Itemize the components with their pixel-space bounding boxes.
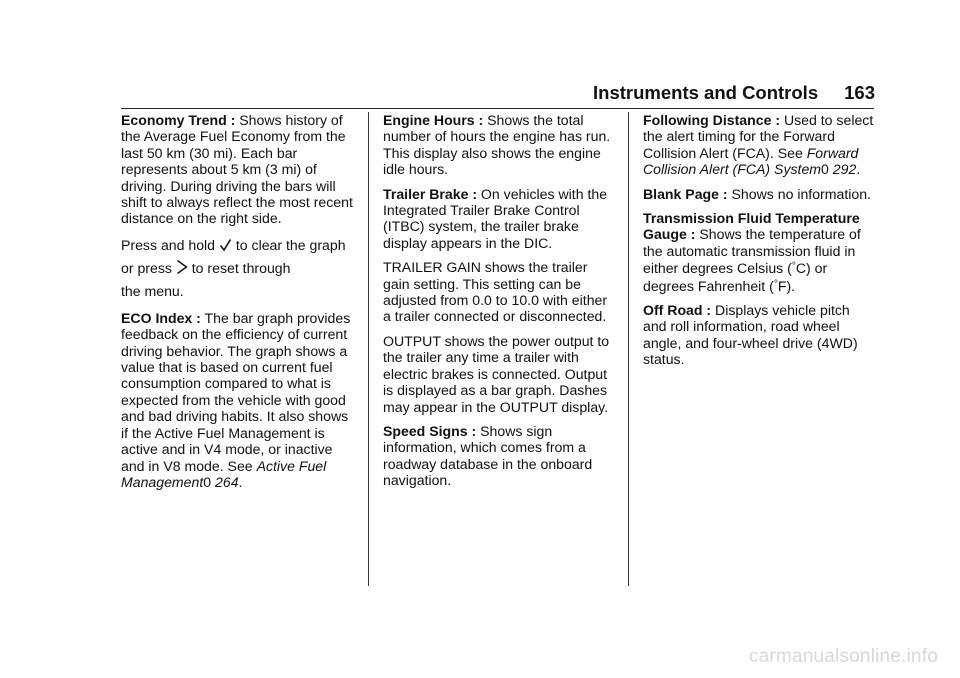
blank-page-paragraph [643, 186, 877, 202]
speed-signs-paragraph [383, 423, 617, 489]
page-number: 163 [844, 82, 875, 103]
blank-page-text: Shows no information. [727, 185, 871, 202]
engine-hours-text: Shows the total number of hours the engine has run. This display also shows the engine idle hours. [383, 112, 611, 178]
engine-hours-term: Engine Hours : [383, 112, 484, 128]
output-paragraph: OUTPUT shows the power output to the trailer any time a trailer with electric brakes is connected. Output is displayed as a bar graph. Dashes may appear in the OUTPUT display. [383, 332, 610, 415]
page-header [593, 82, 875, 104]
header-rule [121, 108, 874, 109]
following-distance-term: Following Distance : [643, 112, 781, 128]
active-fuel-management-xref[interactable]: Active Fuel Management [121, 457, 327, 490]
press-or-text: or press [121, 259, 176, 276]
page-ref-icon: 0 [821, 161, 829, 178]
eco-index-end: . [238, 473, 243, 490]
trailer-brake-text: On vehicles with the Integrated Trailer Brake Control (ITBC) system, the trailer brake display appears in the DIC. [383, 185, 608, 251]
following-distance-paragraph [643, 112, 877, 178]
off-road-term: Off Road : [643, 302, 712, 319]
blank-page-term: Blank Page : [643, 185, 728, 202]
following-distance-end: . [856, 161, 861, 178]
page-ref-icon: 0 [203, 473, 212, 490]
press-or-line [121, 258, 355, 281]
eco-index-term: ECO Index : [121, 309, 201, 326]
off-road-text: Displays vehicle pitch and roll information, road wheel angle, and four-wheel drive (4WD) status. [643, 302, 858, 368]
checkmark-icon [219, 237, 232, 258]
economy-trend-paragraph [121, 112, 355, 227]
press-hold-text: Press and hold [121, 236, 219, 253]
transmission-fluid-text-a: Shows the temperature of the automatic transmission fluid in either degrees Celsius ( [643, 226, 861, 277]
press-hold-line [121, 235, 355, 258]
degree-symbol: ° [773, 278, 778, 290]
transmission-fluid-text-c: F). [777, 277, 796, 294]
economy-trend-term: Economy Trend : [121, 112, 236, 128]
speed-signs-term: Speed Signs : [383, 422, 477, 439]
section-title: Instruments and Controls [593, 82, 819, 103]
transmission-fluid-paragraph [643, 210, 877, 294]
press-menu-text: the menu. [121, 282, 184, 299]
speed-signs-text: Shows sign information, which comes from a roadway database in the onboard navigation. [383, 422, 593, 489]
transmission-fluid-text-b: C) or degrees Fahrenheit ( [643, 260, 828, 294]
trailer-brake-term: Trailer Brake : [383, 185, 478, 202]
transmission-fluid-term: Transmission Fluid Temperature Gauge : [643, 210, 860, 243]
fca-system-xref[interactable]: Forward Collision Alert (FCA) System [643, 144, 859, 178]
eco-index-text: The bar graph provides feedback on the efficiency of current driving behavior. The graph shows a value that is based on current fuel consumption compared to what is expected from the vehicle with good and bad driving habits. It also shows if the Active Fuel Management is active and in V4 mode, or inactive and in V8 mode. See [121, 309, 351, 474]
column-divider-2 [628, 112, 629, 586]
off-road-paragraph [643, 302, 877, 368]
trailer-gain-paragraph: TRAILER GAIN shows the trailer gain setting. This setting can be adjusted from 0.0 to 10.0 with either a trailer connected or disconnected. [383, 259, 608, 325]
column-divider-1 [368, 112, 369, 586]
degree-symbol: ° [791, 261, 796, 273]
fca-system-page[interactable]: 292 [828, 161, 857, 178]
press-menu-line [121, 281, 355, 302]
economy-trend-text: Shows history of the Average Fuel Economy from the last 50 km (30 mi). Each bar represents about 5 km (3 mi) of driving. During driving the bars will shift to always reflect the most recent distance on the right side. [121, 112, 353, 227]
column-1 [121, 112, 355, 498]
column-3 [643, 112, 877, 376]
press-or-suffix: to reset through [187, 259, 291, 276]
active-fuel-management-page[interactable]: 264 [211, 473, 239, 490]
watermark: carmanualsonline.info [748, 646, 938, 667]
following-distance-text: Used to select the alert timing for the Forward Collision Alert (FCA). See [643, 112, 874, 161]
column-2 [383, 112, 617, 497]
play-icon [176, 259, 188, 281]
press-hold-suffix: to clear the graph [231, 236, 346, 253]
trailer-brake-paragraph [383, 186, 617, 252]
engine-hours-paragraph [383, 112, 617, 178]
eco-index-paragraph [121, 310, 355, 490]
